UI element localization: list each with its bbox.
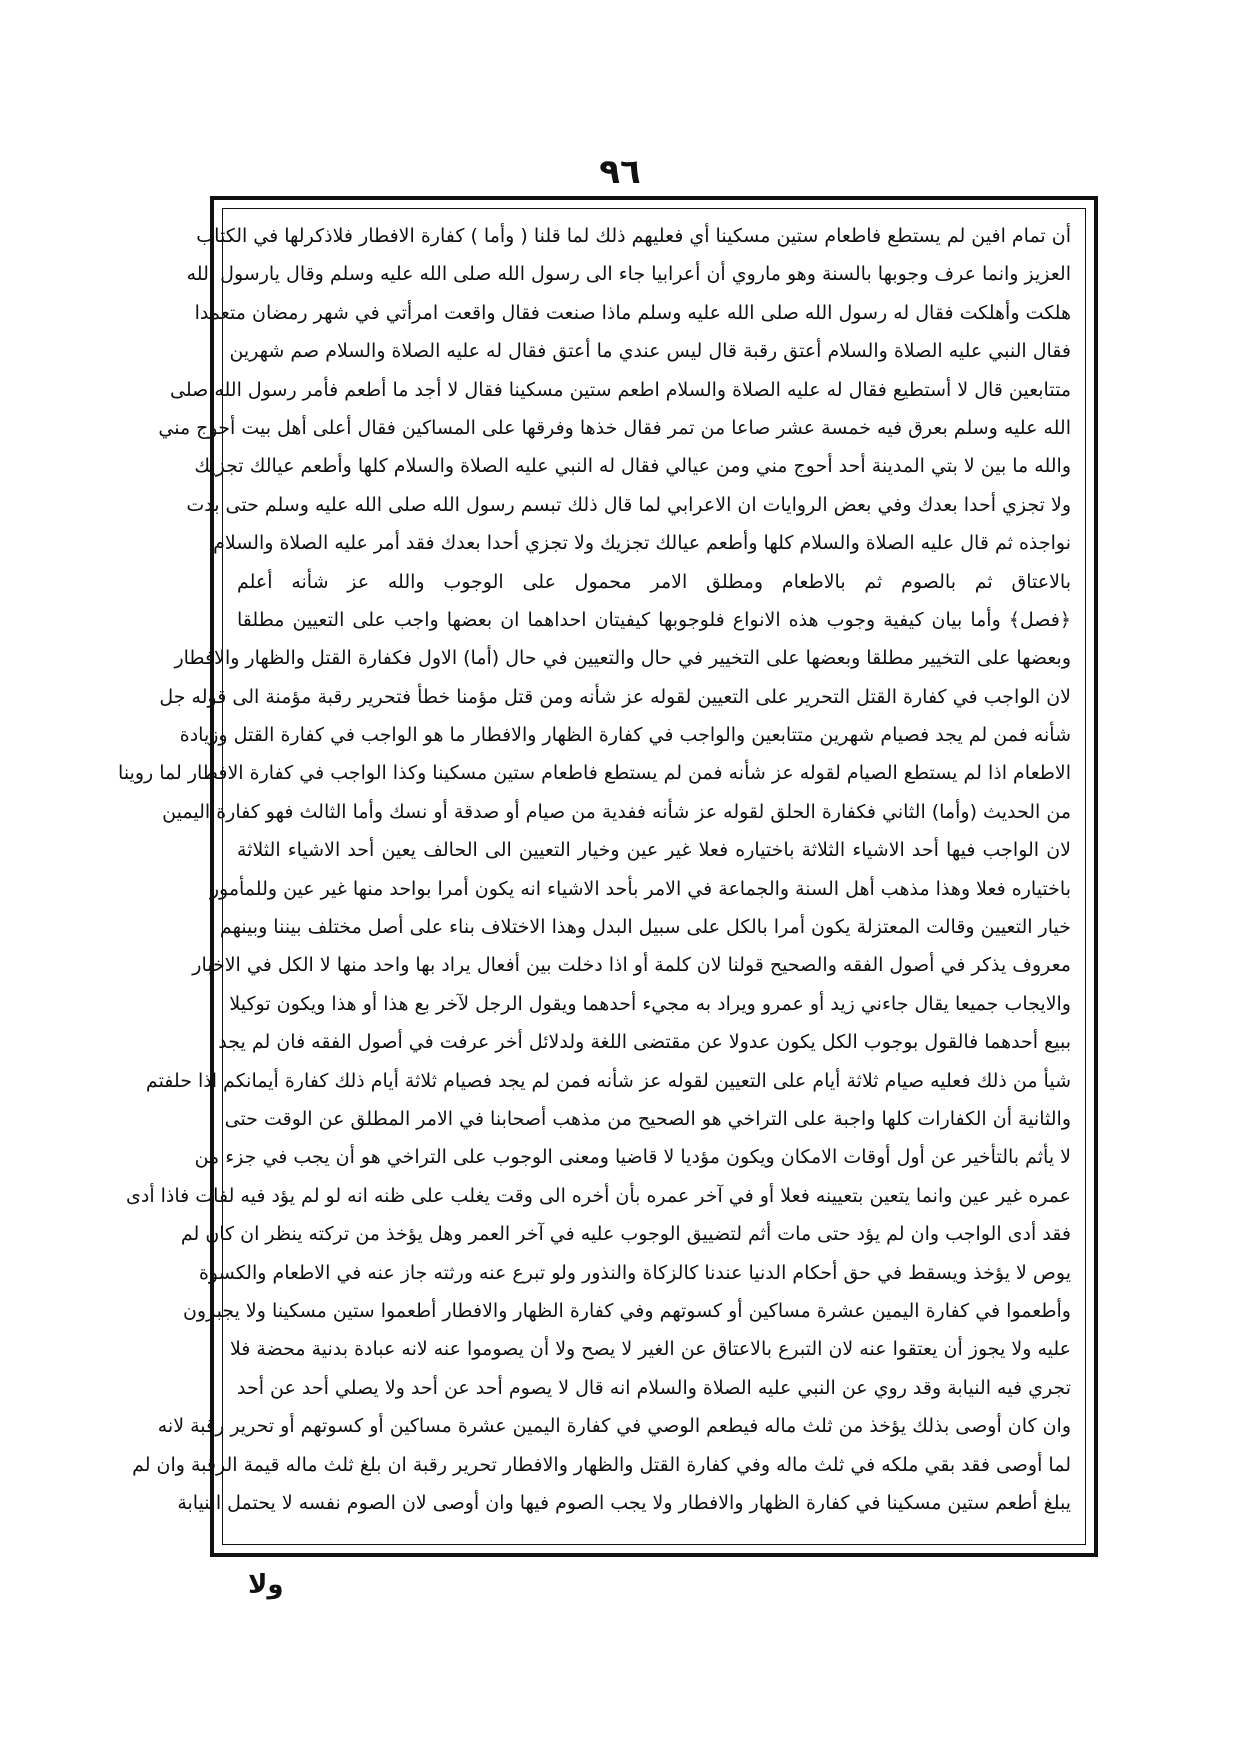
text-line: ﴿فصل﴾ وأما بيان كيفية وجوب هذه الانواع فلوجوبها كيفيتان احداهما ان بعضها واجب على التعيين مطلقا: [237, 608, 1071, 631]
page-number: ٩٦: [599, 152, 641, 192]
text-line: لما أوصى فقد بقي ملكه في ثلث ماله وفي كفارة القتل والظهار والافطار تحرير رقبة ان بلغ ثلث ماله قيمة الرقبة وان لم: [132, 1453, 1071, 1476]
text-line: ببيع أحدهما فالقول بوجوب الكل يكون عدولا عن مقتضى اللغة ولدلائل أخر عرفت في أصول الفقه فان لم يجد: [218, 1031, 1071, 1054]
text-frame-inner: [118, 208, 1086, 1545]
text-frame-outer: [118, 196, 1098, 1557]
text-line: العزيز وانما عرف وجوبها بالسنة وهو ماروي أن أعرابيا جاء الى رسول الله صلى الله عليه وسلم وقال يارسول الله: [186, 263, 1071, 286]
text-line: وأطعموا في كفارة اليمين عشرة مساكين أو كسوتهم وفي كفارة الظهار والافطار أطعموا ستين مسكينا ولا يجبرون: [182, 1299, 1071, 1322]
text-line: والله ما بين لا بتي المدينة أحد أحوج مني ومن عيالي فقال له النبي عليه الصلاة والسلام كلها وأطعم عيالك تجزيك: [194, 455, 1071, 478]
text-line: والايجاب جميعا يقال جاءني زيد أو عمرو ويراد به مجيء أحدهما ويقول الرجل لآخر بع هذا أو هذا ويكون توكيلا: [229, 992, 1071, 1015]
text-body: [118, 217, 1071, 1522]
text-line: يبلغ أطعم ستين مسكينا في كفارة الظهار والافطار ولا يجب الصوم فيها وان أوصى لان الصوم نفسه لا يحتمل النيابة: [177, 1491, 1071, 1514]
text-line: شأنه فمن لم يجد فصيام شهرين متتابعين والواجب في كفارة الظهار والافطار ما هو الواجب في كفارة القتل وزيادة: [179, 724, 1071, 747]
text-line: معروف يذكر في أصول الفقه والصحيح قولنا لان كلمة أو اذا دخلت بين أفعال يراد بها واحد منها لا الكل في الاخبار: [192, 954, 1071, 977]
text-line: أن تمام افين لم يستطع فاطعام ستين مسكينا أي فعليهم ذلك لما قلنا ( وأما ) كفارة الافطار فلاذكرلها في الكتاب: [196, 225, 1071, 247]
text-line: بالاعتاق ثم بالصوم ثم بالاطعام ومطلق الامر محمول على الوجوب والله عز شأنه أعلم: [237, 570, 1071, 593]
text-line: متتابعين قال لا أستطيع فقال له عليه الصلاة والسلام اطعم ستين مسكينا فقال لا أجد ما أطعم فأمر رسول الله صلى: [170, 378, 1071, 401]
text-line: الاطعام اذا لم يستطع الصيام لقوله عز شأنه فمن لم يستطع فاطعام ستين مسكينا وكذا الواجب في كفارة الافطار لما روينا: [118, 762, 1071, 785]
text-line: خيار التعيين وقالت المعتزلة يكون أمرا بالكل على سبيل البدل وهذا الاختلاف بناء على أصل مختلف بيننا وبينهم: [219, 916, 1071, 939]
text-line: وبعضها على التخيير مطلقا وبعضها على التخيير في حال والتعيين في حال (أما) الاول فكفارة القتل والظهار والافطار: [174, 647, 1071, 670]
text-line: باختياره فعلا وهذا مذهب أهل السنة والجماعة في الامر بأحد الاشياء انه يكون أمرا بواحد منها غير عين وللمأمور: [209, 877, 1071, 900]
text-line: الله عليه وسلم بعرق فيه خمسة عشر صاعا من تمر فقال خذها وفرقها على المساكين فقال أعلى أهل بيت أحوج مني: [158, 416, 1071, 439]
text-line: يوص لا يؤخذ ويسقط في حق أحكام الدنيا عندنا كالزكاة والنذور ولو تبرع عنه ورثته جاز عنه في الاطعام والكسوة: [198, 1261, 1071, 1284]
text-line: شيأ من ذلك فعليه صيام ثلاثة أيام على التعيين لقوله عز شأنه فمن لم يجد فصيام ثلاثة أيام ذلك كفارة أيمانكم اذا حلفتم: [145, 1069, 1071, 1092]
text-line: وان كان أوصى بذلك يؤخذ من ثلث ماله فيطعم الوصي في كفارة اليمين عشرة مساكين أو كسوتهم أو تحرير رقبة لانه: [157, 1415, 1071, 1438]
text-line: فقال النبي عليه الصلاة والسلام أعتق رقبة قال ليس عندي ما أعتق فقال له عليه الصلاة والسلام صم شهرين: [229, 340, 1071, 363]
text-line: ولا تجزي أحدا بعدك وفي بعض الروايات ان الاعرابي لما قال ذلك تبسم رسول الله صلى الله عليه وسلم حتى بدت: [186, 493, 1071, 516]
text-line: هلكت وأهلكت فقال له رسول الله صلى الله عليه وسلم ماذا صنعت فقال واقعت امرأتي في شهر رمضان متعمدا: [194, 301, 1071, 324]
text-line: لان الواجب في كفارة القتل التحرير على التعيين لقوله عز شأنه ومن قتل مؤمنا خطأ فتحرير رقبة مؤمنة الى قوله جل: [159, 685, 1071, 708]
text-line: تجري فيه النيابة وقد روي عن النبي عليه الصلاة والسلام انه قال لا يصوم أحد عن أحد ولا يصلي أحد عن أحد: [237, 1376, 1071, 1399]
text-line: من الحديث (وأما) الثاني فكفارة الحلق لقوله عز شأنه ففدية من صيام أو صدقة أو نسك وأما الثالث فهو كفارة اليمين: [162, 800, 1071, 823]
text-line: والثانية أن الكفارات كلها واجبة على التراخي هو الصحيح من مذهب أصحابنا في الامر المطلق عن الوقت حتى: [224, 1107, 1071, 1130]
text-line: لان الواجب فيها أحد الاشياء الثلاثة باختياره فعلا غير عين وخيار التعيين الى الحالف يعين أحد الاشياء الثلاثة: [237, 839, 1071, 862]
text-line: لا يأثم بالتأخير عن أول أوقات الامكان ويكون مؤديا لا قاضيا ومعنى الوجوب على التراخي هو أن يجب في جزء من: [194, 1146, 1071, 1169]
text-line: نواجذه ثم قال عليه الصلاة والسلام كلها وأطعم عيالك تجزيك ولا تجزي أحدا بعدك فقد أمر عليه الصلاة والسلام: [213, 532, 1071, 555]
text-line: فقد أدى الواجب وان لم يؤد حتى مات أثم لتضييق الوجوب عليه في آخر العمر وهل يؤخذ من تركته ينظر ان كان لم: [180, 1223, 1071, 1246]
text-line: عليه ولا يجوز أن يعتقوا عنه لان التبرع بالاعتاق عن الغير لا يصح ولا أن يصوموا عنه لانه عبادة بدنية محضة فلا: [229, 1338, 1071, 1361]
catchword: ولا: [248, 1570, 284, 1600]
text-line: عمره غير عين وانما يتعين بتعيينه فعلا أو في آخر عمره بأن أخره الى وقت يغلب على ظنه انه لو لم يؤد فيه لفات فاذا أدى: [125, 1184, 1071, 1207]
